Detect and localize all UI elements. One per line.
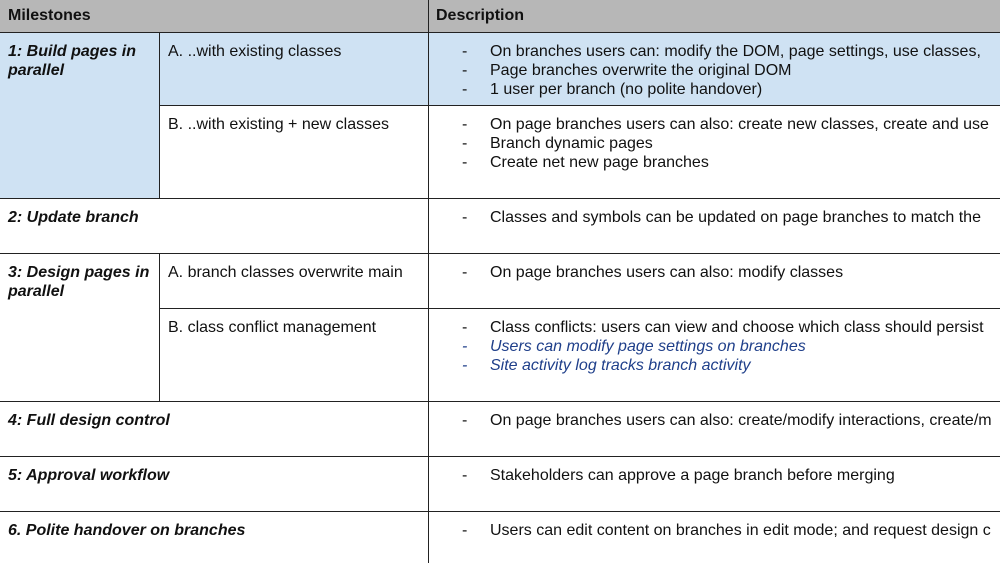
list-item <box>428 411 1000 430</box>
milestone-4-title: 4: Full design control <box>8 412 170 429</box>
list-item <box>428 208 1000 227</box>
milestone-1a-description <box>428 33 1000 106</box>
bullet-dash: - <box>462 357 468 374</box>
grid-line <box>0 511 1000 512</box>
list-item <box>428 115 1000 134</box>
milestone-4-description <box>428 402 1000 457</box>
bullet-dash: - <box>462 467 468 484</box>
bullet-dash: - <box>462 522 468 539</box>
milestone-3a-label: A. branch classes overwrite main <box>168 264 403 281</box>
bullet-dash: - <box>462 43 468 60</box>
bullet-dash: - <box>462 338 468 355</box>
description-header: Description <box>428 0 1000 33</box>
bullet-dash: - <box>462 62 468 79</box>
milestone-1-title: 1: Build pages in parallel <box>0 33 160 199</box>
milestone-3-title: 3: Design pages in parallel <box>8 264 150 300</box>
grid-line <box>159 254 160 402</box>
milestone-3b-label: B. class conflict management <box>168 319 377 336</box>
grid-line <box>160 105 1000 106</box>
milestone-6-title: 6. Polite handover on branches <box>8 522 246 539</box>
bullet-text: Users can modify page settings on branches <box>490 338 806 355</box>
milestone-3b-description <box>428 309 1000 402</box>
milestone-2-description <box>428 199 1000 254</box>
list-item <box>428 42 1000 61</box>
list-item <box>428 80 1000 99</box>
grid-line <box>0 456 1000 457</box>
bullet-text: Page branches overwrite the original DOM <box>490 62 792 79</box>
grid-line <box>0 401 1000 402</box>
list-item <box>428 153 1000 172</box>
bullet-text: Create net new page branches <box>490 154 709 171</box>
bullet-dash: - <box>462 81 468 98</box>
list-item <box>428 318 1000 337</box>
list-item <box>428 521 1000 540</box>
milestone-3a-description <box>428 254 1000 309</box>
bullet-text: On page branches users can also: create new classes, create and use <box>490 116 989 133</box>
list-item <box>428 263 1000 282</box>
bullet-dash: - <box>462 154 468 171</box>
milestone-6-description <box>428 512 1000 563</box>
milestone-1b-description <box>428 106 1000 199</box>
bullet-dash: - <box>462 135 468 152</box>
bullet-dash: - <box>462 264 468 281</box>
milestone-5-title: 5: Approval workflow <box>8 467 170 484</box>
grid-line <box>160 308 1000 309</box>
list-item <box>428 134 1000 153</box>
list-item <box>428 466 1000 485</box>
bullet-text: Class conflicts: users can view and choose which class should persist <box>490 319 984 336</box>
bullet-text: On page branches users can also: modify classes <box>490 264 844 281</box>
grid-line <box>428 0 429 563</box>
list-item <box>428 61 1000 80</box>
bullet-text: Users can edit content on branches in edit mode; and request design c <box>490 522 991 539</box>
grid-line <box>0 253 1000 254</box>
milestone-5-description <box>428 457 1000 512</box>
milestones-header: Milestones <box>0 0 428 33</box>
bullet-text: Site activity log tracks branch activity <box>490 357 751 374</box>
list-item-note <box>428 356 1000 375</box>
bullet-text: 1 user per branch (no polite handover) <box>490 81 763 98</box>
milestone-1a-label: A. ..with existing classes <box>160 33 428 106</box>
grid-line <box>0 32 1000 33</box>
bullet-dash: - <box>462 319 468 336</box>
milestone-1b-label: B. ..with existing + new classes <box>168 116 389 133</box>
bullet-text: On branches users can: modify the DOM, page settings, use classes, <box>490 43 981 60</box>
grid-line <box>159 33 160 199</box>
bullet-dash: - <box>462 116 468 133</box>
bullet-text: Branch dynamic pages <box>490 135 653 152</box>
grid-line <box>0 198 1000 199</box>
bullet-dash: - <box>462 412 468 429</box>
bullet-text: Stakeholders can approve a page branch before merging <box>490 467 895 484</box>
bullet-text: Classes and symbols can be updated on page branches to match the <box>490 209 981 226</box>
bullet-text: On page branches users can also: create/modify interactions, create/m <box>490 412 992 429</box>
milestone-2-title: 2: Update branch <box>8 209 139 226</box>
list-item-note <box>428 337 1000 356</box>
bullet-dash: - <box>462 209 468 226</box>
